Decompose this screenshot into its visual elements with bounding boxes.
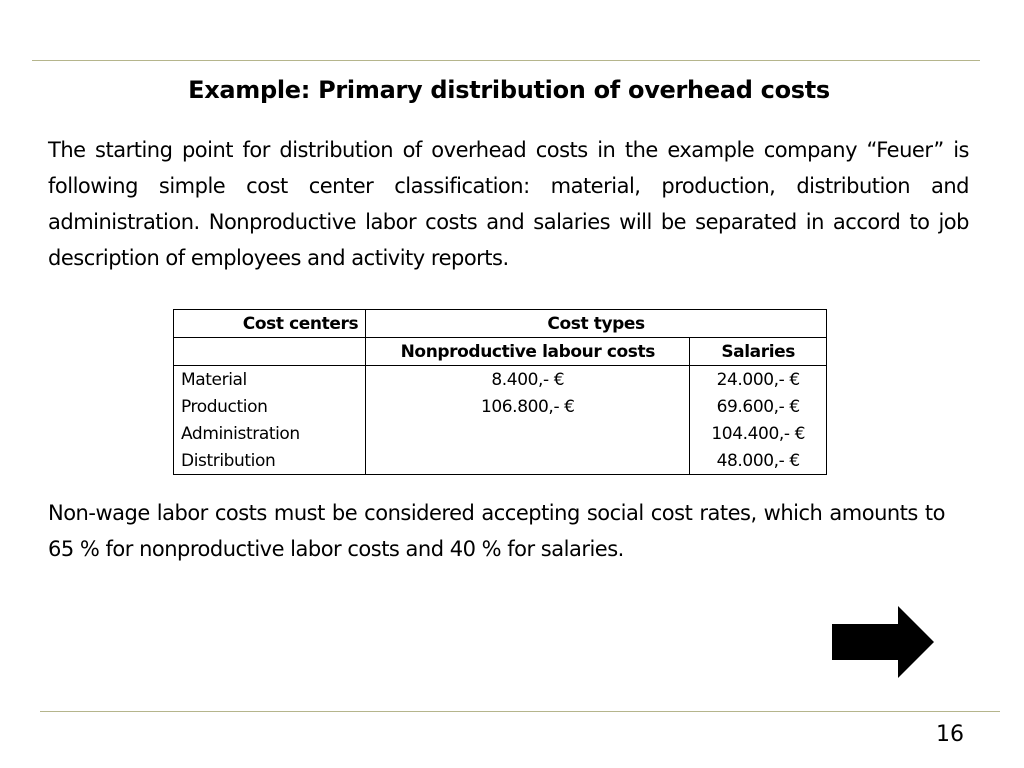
salaries-cell: 104.400,- € xyxy=(690,420,827,447)
table-row xyxy=(174,366,827,394)
salaries-cell: 69.600,- € xyxy=(690,393,827,420)
intro-paragraph: The starting point for distribution of overhead costs in the example company “Feuer” is following simple cost center classification: material, production, distribution and administration. Nonproductive labor costs and salaries will be separated in accord to job description of employees and activity reports. xyxy=(48,138,969,270)
cost-center-cell: Production xyxy=(174,393,366,420)
nonproductive-cell xyxy=(366,447,690,475)
table-row xyxy=(174,420,827,447)
subheader-salaries: Salaries xyxy=(690,338,827,366)
table-row xyxy=(174,393,827,420)
nonproductive-cell: 8.400,- € xyxy=(366,366,690,394)
salaries-cell: 48.000,- € xyxy=(690,447,827,475)
bottom-divider xyxy=(40,711,1000,712)
salaries-cell: 24.000,- € xyxy=(690,366,827,394)
nonproductive-cell: 106.800,- € xyxy=(366,393,690,420)
cost-center-cell: Distribution xyxy=(174,447,366,475)
table-header-row xyxy=(174,310,827,338)
top-divider xyxy=(32,60,980,61)
header-cost-types: Cost types xyxy=(366,310,827,338)
right-arrow-icon[interactable] xyxy=(832,606,934,678)
header-cost-centers: Cost centers xyxy=(174,310,366,338)
page-number: 16 xyxy=(936,722,964,747)
slide-title: Example: Primary distribution of overhead costs xyxy=(188,76,830,104)
cost-distribution-table xyxy=(173,309,827,475)
table-row xyxy=(174,447,827,475)
subheader-empty-cell xyxy=(174,338,366,366)
cost-center-cell: Administration xyxy=(174,420,366,447)
social-cost-note: Non-wage labor costs must be considered accepting social cost rates, which amounts to 65 % for nonproductive labor costs and 40 % for salaries. xyxy=(48,501,945,561)
nonproductive-cell xyxy=(366,420,690,447)
table-subheader-row xyxy=(174,338,827,366)
right-arrow-shape xyxy=(832,606,934,678)
subheader-nonproductive: Nonproductive labour costs xyxy=(366,338,690,366)
cost-center-cell: Material xyxy=(174,366,366,394)
